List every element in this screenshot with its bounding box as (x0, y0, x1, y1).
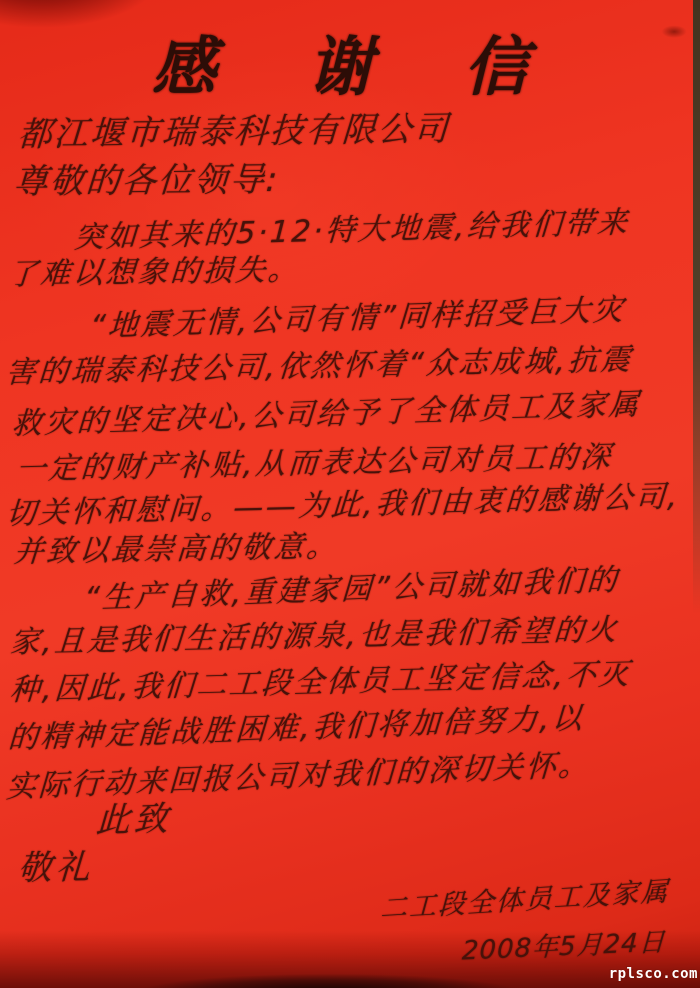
letter-line: 一定的财产补贴,从而表达公司对员工的深 (14, 439, 614, 488)
letter-line: 家,且是我们生活的源泉,也是我们希望的火 (8, 612, 620, 661)
letter-salutation: 尊敬的各位领导: (12, 159, 281, 203)
letter-recipient: 都江堰市瑞泰科技有限公司 (16, 108, 451, 156)
letter-line: “地震无情,公司有情”同样招受巨大灾 (88, 292, 627, 345)
letter-closing-cizhi: 此致 (94, 798, 173, 842)
letter-date: 2008年5月24日 (461, 927, 667, 967)
letter-line: 救灾的坚定决心,公司给予了全体员工及家属 (10, 387, 643, 442)
letter-line: 种,因此,我们二工段全体员工坚定信念,不灭 (8, 656, 632, 709)
letter-signature: 二工段全体员工及家属 (379, 876, 671, 925)
letter-title: 感谢信 (152, 31, 620, 105)
letter-line: 切关怀和慰问。——为此,我们由衷的感谢公司, (4, 479, 681, 532)
letter-line: “生产自救,重建家园”公司就如我们的 (83, 562, 621, 617)
letter-line: 突如其来的5·12·特大地震,给我们带来 (72, 205, 631, 256)
letter-line: 害的瑞泰科技公司,依然怀着“众志成城,抗震 (4, 342, 634, 391)
letter-closing-jingli: 敬礼 (16, 847, 95, 889)
paper-edge-strip (693, 0, 700, 613)
watermark: rplsco.com (608, 966, 698, 982)
letter-line: 并致以最崇高的敬意。 (12, 529, 340, 570)
letter-line: 了难以想象的损失。 (6, 252, 302, 293)
letter-line: 实际行动来回报公司对我们的深切关怀。 (5, 747, 592, 806)
letter-line: 的精神定能战胜困难,我们将加倍努力,以 (7, 700, 586, 757)
